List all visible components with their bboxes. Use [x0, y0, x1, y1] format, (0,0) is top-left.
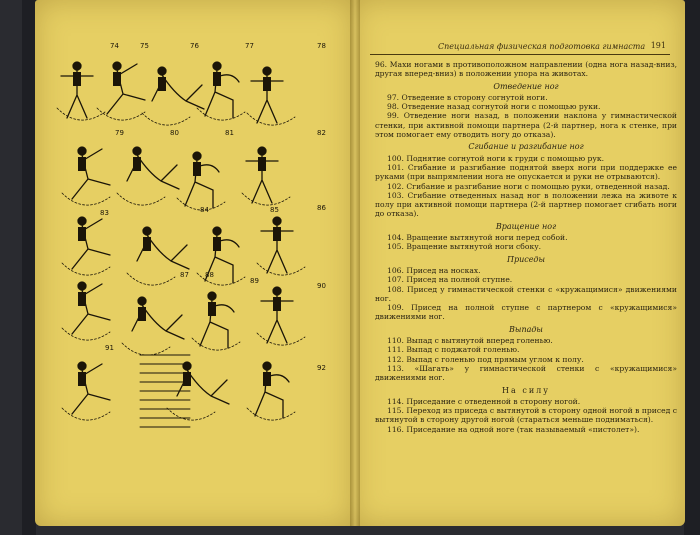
exercise-figure — [247, 67, 295, 125]
figure-number: 88 — [205, 271, 214, 279]
exercise-item: 96. Махи ногами в противоположном направлении (одна нога назад-вниз, другая вперед-вниз) в положении упора на животах. — [375, 60, 677, 79]
figure-number: 79 — [115, 129, 124, 137]
exercise-figure — [122, 297, 184, 355]
section-heading: Сгибание и разгибание ног — [468, 142, 584, 152]
figure-number: 86 — [317, 204, 326, 212]
exercise-figure — [242, 147, 290, 205]
book-spine — [350, 0, 360, 526]
figure-number: 85 — [270, 206, 279, 214]
figure-number: 78 — [317, 42, 326, 50]
book-cover-right — [684, 0, 700, 535]
exercise-figure — [257, 287, 305, 345]
figure-number: 80 — [170, 129, 179, 137]
figure-number: 83 — [100, 209, 109, 217]
exercise-item: 98. Отведение назад согнутой ноги с помощью руки. — [387, 102, 601, 112]
exercise-figure — [62, 217, 110, 275]
figure-number: 89 — [250, 277, 259, 285]
figure-number: 81 — [225, 129, 234, 137]
exercise-item: 114. Приседание с отведенной в сторону ногой. — [387, 396, 581, 406]
exercise-figure — [62, 362, 110, 420]
running-head-title: Специальная физическая подготовка гимнаста — [438, 42, 646, 51]
exercise-item: 116. Приседание на одной ноге (так называемый «пистолет»). — [387, 424, 640, 434]
exercise-figure — [197, 62, 245, 120]
exercise-figure — [57, 62, 105, 120]
exercise-item: 99. Отведение ноги назад, в положении наклона у гимнастической стенки, при активной помощи партнера (2-й партнер, нога к стенке, при этом помогает ему отводить ногу до отказа). — [375, 111, 677, 140]
exercise-figure — [192, 292, 240, 350]
exercise-item: 97. Отведение в сторону согнутой ноги. — [387, 92, 548, 102]
exercise-item: 110. Выпад с вытянутой вперед голенью. — [387, 336, 553, 346]
exercise-item: 115. Переход из приседа с вытянутой в сторону одной ногой в присед с вытянутой в сторону другой ногой (стараться меньше подниматься). — [375, 406, 677, 425]
exercise-item: 113. «Шагать» у гимнастической стенки с «кружащимися» движениями ног. — [375, 363, 677, 383]
section-heading: Приседы — [506, 254, 546, 264]
figure-number: 82 — [317, 129, 326, 137]
book-cover-left — [22, 0, 36, 535]
exercise-item: 108. Присед у гимнастической стенки с «кружащимися» движениями ног. — [375, 284, 677, 303]
exercise-illustrations — [55, 40, 335, 460]
section-heading: Выпады — [509, 324, 543, 334]
figure-number: 87 — [180, 271, 189, 279]
figure-number: 76 — [190, 42, 199, 50]
exercise-item: 102. Сгибание и разгибание ноги с помощью руки, отведенной назад. — [387, 181, 670, 191]
exercise-figure — [117, 147, 179, 205]
exercise-item: 105. Вращение вытянутой ноги сбоку. — [387, 242, 542, 252]
running-head — [370, 40, 670, 55]
exercise-figure — [247, 362, 295, 420]
exercise-item: 100. Поднятие согнутой ноги к груди с помощью рук. — [387, 153, 604, 163]
exercise-figure — [97, 62, 145, 120]
figure-number: 92 — [317, 364, 326, 372]
exercise-item: 104. Вращение вытянутой ноги перед собой. — [387, 233, 568, 243]
exercise-item: 106. Присед на носках. — [387, 265, 481, 275]
exercise-item: 103. Сгибание отведенных назад ног в положении лежа на животе к полу при активной помощи партнера (2-й партнер помогает сгибать ноги до отказа). — [375, 190, 677, 219]
exercise-figure — [142, 67, 204, 125]
exercise-item: 107. Присед на полной ступне. — [387, 275, 513, 285]
exercise-list — [375, 60, 677, 434]
page-number: 191 — [650, 41, 666, 50]
exercise-item: 111. Выпад с поджатой голенью. — [387, 345, 520, 355]
section-heading: Вращение ног — [495, 221, 557, 231]
exercise-figure — [257, 217, 305, 275]
figure-number: 91 — [105, 344, 114, 352]
exercise-figure — [177, 152, 225, 210]
exercise-figure — [62, 282, 110, 340]
figure-number: 84 — [200, 206, 209, 214]
exercise-figure — [62, 147, 110, 205]
figure-number: 90 — [317, 282, 326, 290]
section-heading: Отведение ног — [493, 81, 559, 91]
exercise-item: 101. Сгибание и разгибание поднятой вверх ноги при поддержке ее руками (при выпрямлении нога не опускается и руки не отрываются). — [375, 162, 677, 182]
figure-number: 74 — [110, 42, 119, 50]
figure-number: 75 — [140, 42, 149, 50]
section-heading: На силу — [502, 385, 550, 395]
figure-number: 77 — [245, 42, 254, 50]
exercise-item: 109. Присед на полной ступне с партнером с «кружащимися» движениями ног. — [375, 303, 677, 322]
exercise-item: 112. Выпад с голенью под прямым углом к полу. — [387, 354, 584, 364]
